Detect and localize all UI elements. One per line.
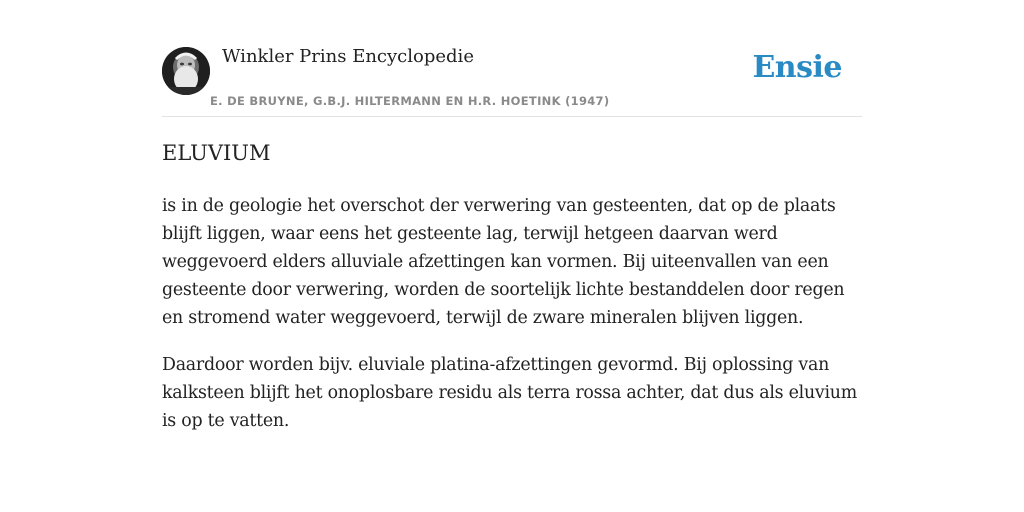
ensie-logo[interactable]: Ensie (752, 50, 842, 85)
article-body (162, 192, 862, 454)
article-paragraph: Daardoor worden bijv. eluviale platina-afzettingen gevormd. Bij oplossing van kalksteen blijft het onoplosbare residu als terra rossa achter, dat dus als eluvium is op te vatten. (162, 355, 857, 431)
source-authors: E. DE BRUYNE, G.B.J. HILTERMANN EN H.R. HOETINK (1947) (210, 94, 610, 108)
page (162, 0, 862, 431)
source-title[interactable]: Winkler Prins Encyclopedie (222, 46, 474, 67)
article-title: ELUVIUM (162, 141, 271, 165)
article-paragraph: is in de geologie het overschot der verwering van gesteenten, dat op de plaats blijft liggen, waar eens het gesteente lag, terwijl hetgeen daarvan werd weggevoerd elders alluviale afzettingen kan vormen. Bij uiteenvallen van een gesteente door verwering, worden de soortelijk lichte bestanddelen door regen en stromend water weggevoerd, terwijl de zware mineralen blijven liggen. (162, 196, 845, 328)
author-portrait-icon (162, 47, 210, 95)
source-header (162, 0, 862, 117)
avatar[interactable] (162, 47, 210, 95)
